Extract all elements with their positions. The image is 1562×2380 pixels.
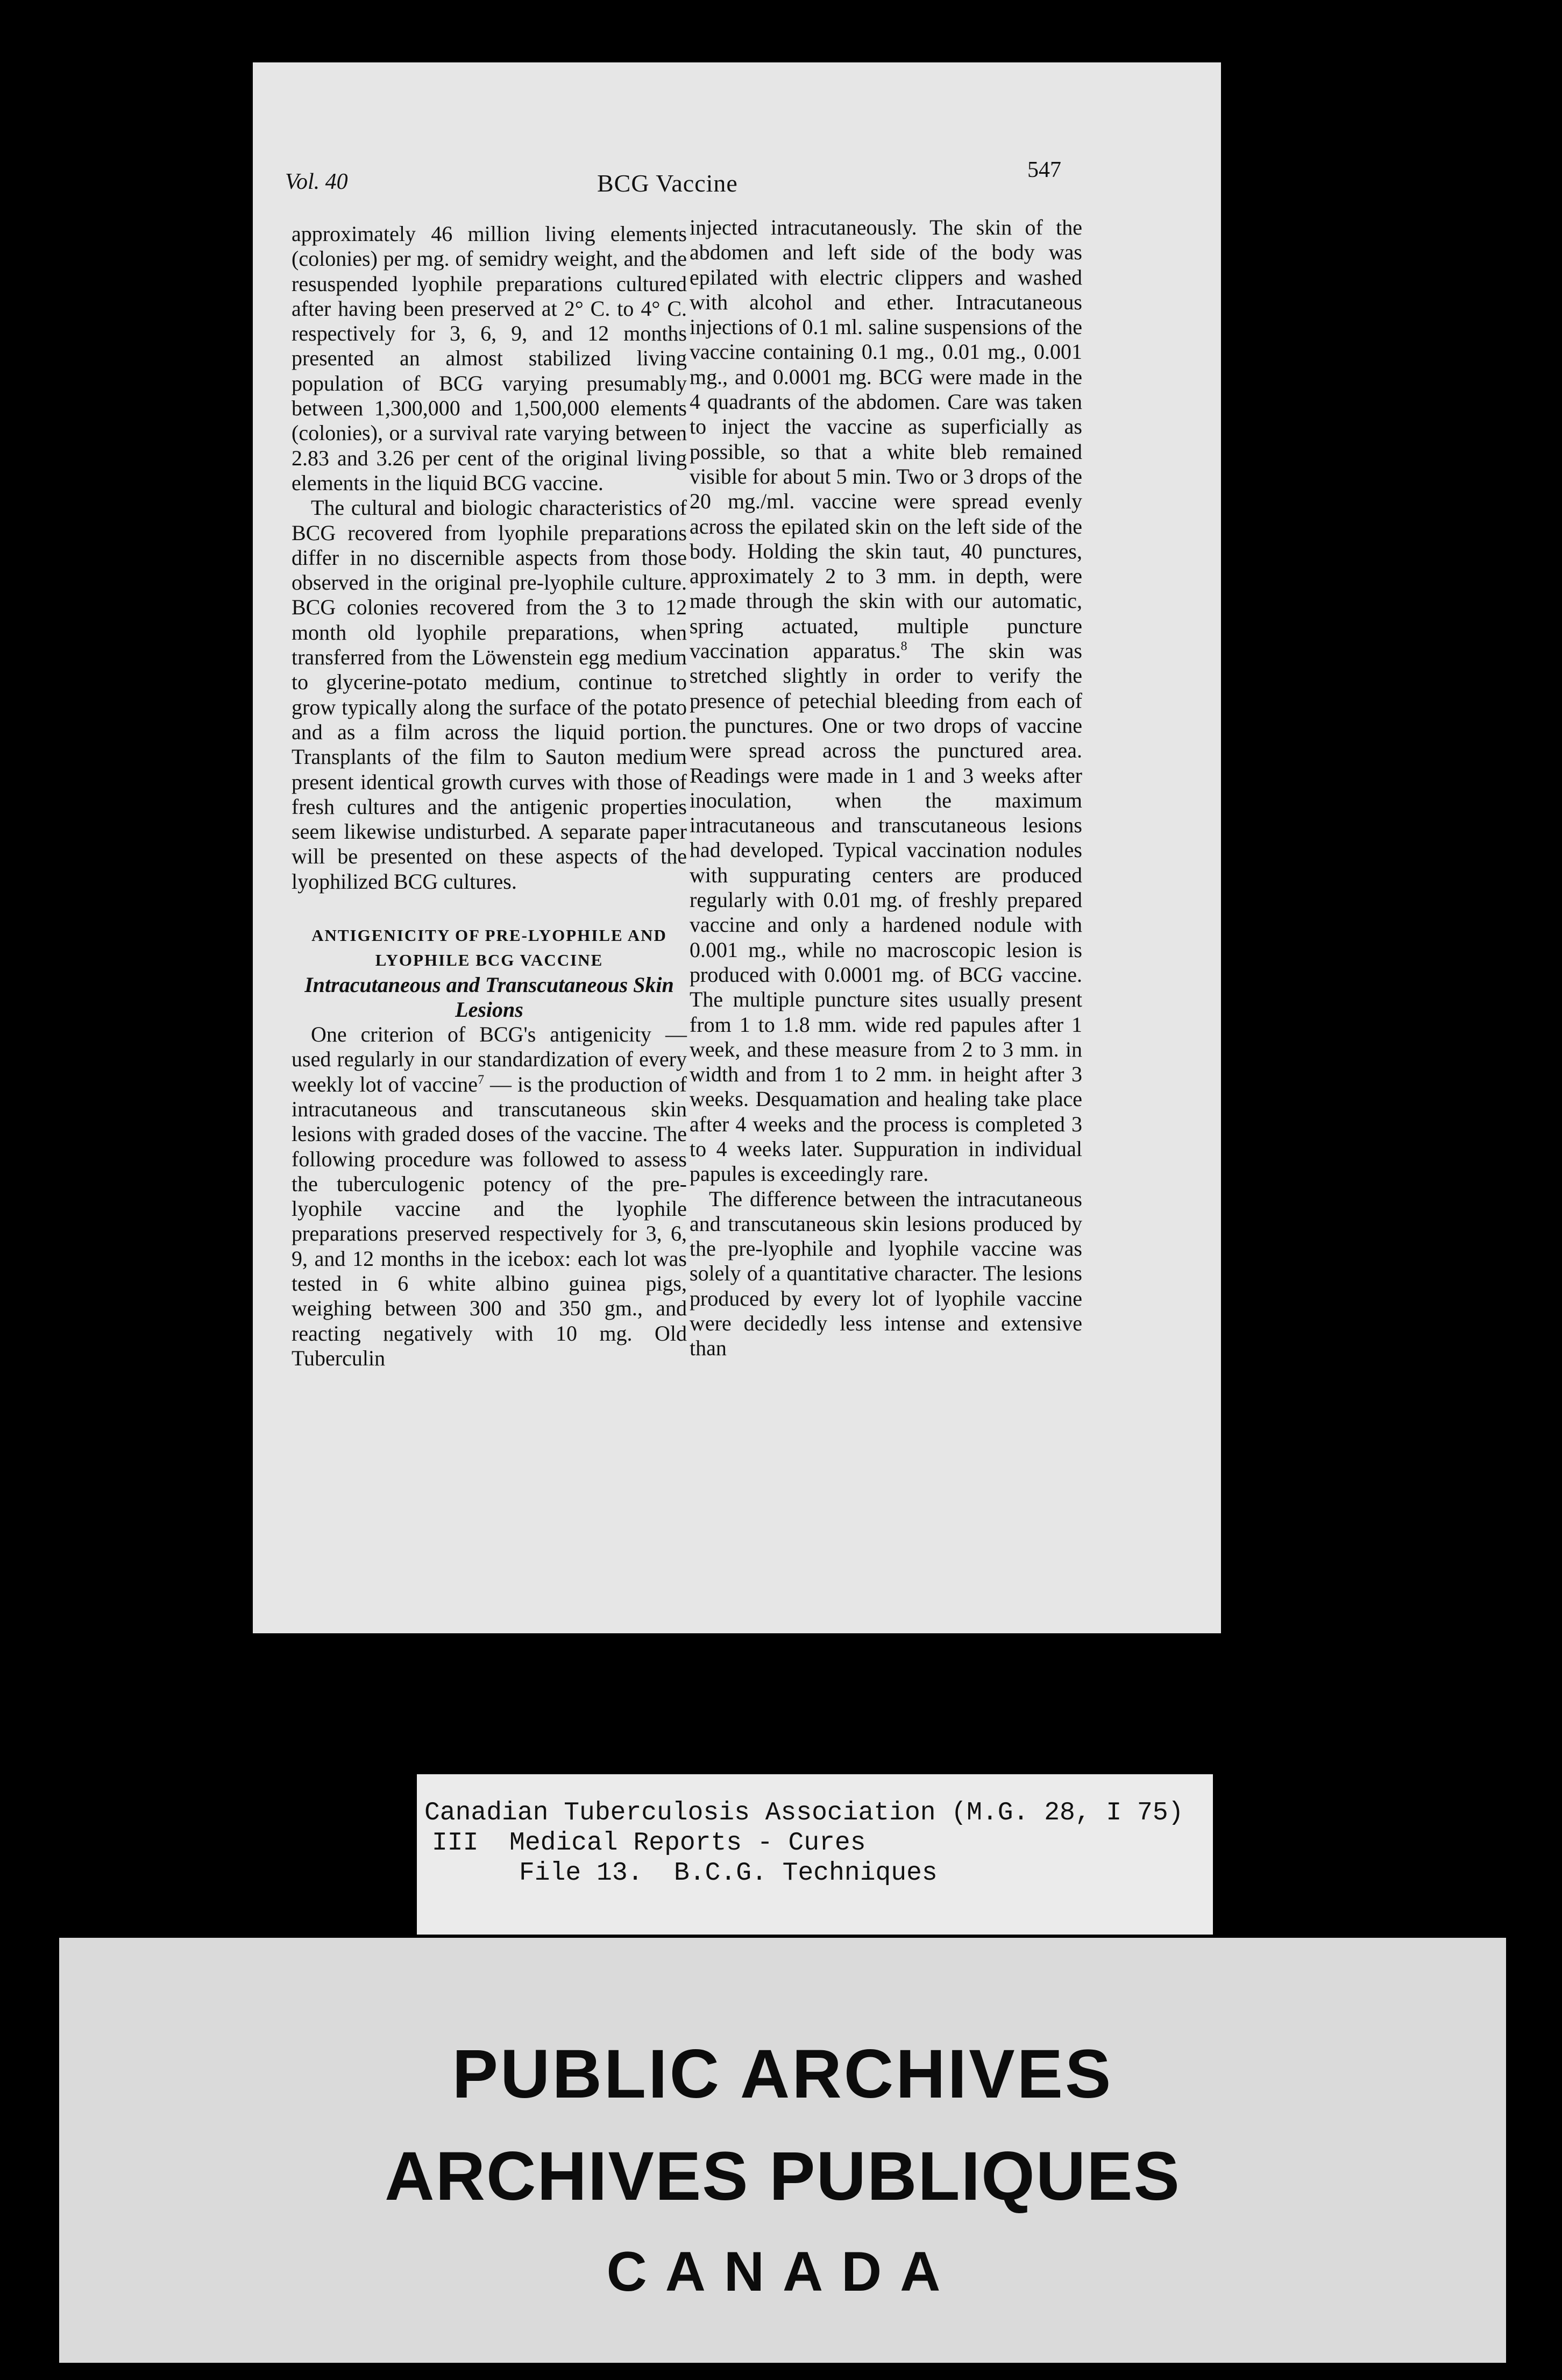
public-archives-banner [59, 1938, 1506, 2363]
running-title: BCG Vaccine [597, 169, 738, 197]
reference-mark: 8 [900, 639, 907, 654]
volume-label: Vol. 40 [285, 169, 348, 194]
page-number: 547 [1027, 158, 1061, 182]
banner-line-french: ARCHIVES PUBLIQUES [385, 2138, 1181, 2215]
journal-page [253, 62, 1221, 1633]
left-column [292, 222, 687, 1371]
paragraph [292, 1022, 687, 1371]
paragraph: The cultural and biologic characteristics of BCG recovered from lyophile preparations differ in no discernible aspects from those observed in the original pre-lyophile culture. BCG colonies recovered from the 3 to 12 month old lyophile preparations, when transferred from the Löwenstein egg medium to glycerine-potato medium, continue to grow typically along the surface of the potato and as a film across the liquid portion. Transplants of the film to Sauton medium present identical growth curves with those of fresh cultures and the antigenic properties seem likewise undisturbed. A separate paper will be presented on these aspects of the lyophilized BCG cultures. [292, 495, 687, 894]
reference-mark: 7 [478, 1073, 485, 1087]
archive-label-line: III Medical Reports - Cures [432, 1829, 866, 1858]
archive-label-line: File 13. B.C.G. Techniques [519, 1859, 938, 1888]
section-heading-line: LYOPHILE BCG VACCINE [375, 951, 604, 970]
banner-line-country: CANADA [606, 2241, 959, 2303]
section-heading [292, 923, 687, 973]
archive-label [417, 1774, 1213, 1935]
subheading: Intracutaneous and Transcutaneous Skin Lesions [304, 973, 674, 1022]
paragraph-text: injected intracutaneously. The skin of the abdomen and left side of the body was epilated with electric clippers and washed with alcohol and ether. Intracutaneous injections of 0.1 ml. saline suspensions of the vaccine containing 0.1 mg., 0.01 mg., 0.001 mg., and 0.0001 mg. BCG were made in the 4 quadrants of the abdomen. Care was taken to inject the vaccine as superficially as possible, so that a white bleb remained visible for about 5 min. Two or 3 drops of the 20 mg./ml. vaccine were spread evenly across the epilated skin on the left side of the body. Holding the skin taut, 40 punctures, approximately 2 to 3 mm. in depth, were made through the skin with our automatic, spring actuated, multiple puncture vaccination apparatus. [690, 215, 1082, 663]
banner-line-english: PUBLIC ARCHIVES [452, 2036, 1113, 2113]
section-heading-line: ANTIGENICITY OF PRE-LYOPHILE AND [311, 926, 667, 945]
right-column [690, 215, 1082, 1361]
paragraph: approximately 46 million living elements (colonies) per mg. of semidry weight, and the resuspended lyophile preparations cultured after having been preserved at 2° C. to 4° C. respectively for 3, 6, 9, and 12 months presented an almost stabilized living population of BCG varying presumably between 1,300,000 and 1,500,000 elements (colonies), or a survival rate varying between 2.83 and 3.26 per cent of the original living elements in the liquid BCG vaccine. [292, 222, 687, 495]
archive-label-line: Canadian Tuberculosis Association (M.G. 28, I 75) [424, 1798, 1184, 1828]
paragraph [690, 215, 1082, 1187]
paragraph-text: The skin was stretched slightly in order to verify the presence of petechial bleeding from each of the punctures. One or two drops of vaccine were spread across the punctured area. Readings were made in 1 and 3 weeks after inoculation, when the maximum intracutaneous and transcutaneous lesions had developed. Typical vaccination nodules with suppurating centers are produced regularly with 0.01 mg. of freshly prepared vaccine and only a hardened nodule with 0.001 mg., while no macroscopic lesion is produced with 0.0001 mg. of BCG vaccine. The multiple puncture sites usually present from 1 to 1.8 mm. wide red papules after 1 week, and these measure from 2 to 3 mm. in width and from 1 to 2 mm. in height after 3 weeks. Desquamation and healing take place after 4 weeks and the process is completed 3 to 4 weeks later. Suppuration in individual papules is exceedingly rare. [690, 639, 1082, 1186]
paragraph-text: — is the production of intracutaneous and transcutaneous skin lesions with graded doses of the vaccine. The following procedure was followed to assess the tuberculogenic potency of the pre-lyophile vaccine and the lyophile preparations preserved respectively for 3, 6, 9, and 12 months in the icebox: each lot was tested in 6 white albino guinea pigs, weighing between 300 and 350 gm., and reacting negatively with 10 mg. Old Tuberculin [292, 1072, 687, 1370]
paragraph: The difference between the intracutaneous and transcutaneous skin lesions produced by the pre-lyophile and lyophile vaccine was solely of a quantitative character. The lesions produced by every lot of lyophile vaccine were decidedly less intense and extensive than [690, 1186, 1082, 1361]
paragraph-text: One criterion of BCG's antigenicity — used regularly in our standardization of every weekly lot of vaccine [292, 1022, 687, 1096]
